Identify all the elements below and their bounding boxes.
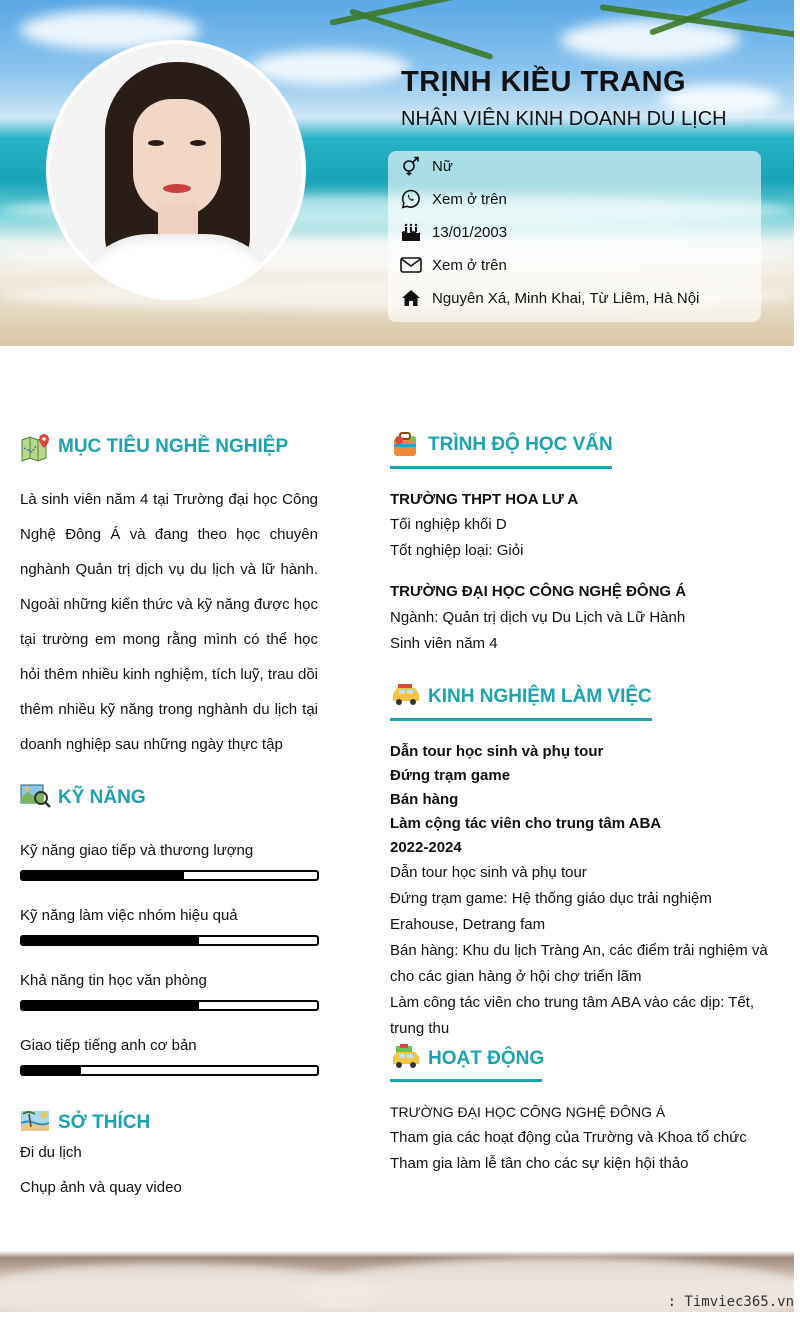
experience-line: Dẫn tour học sinh và phụ tour xyxy=(390,864,587,881)
experience-line: Bán hàng: Khu du lịch Tràng An, các điểm trải nghiệm và xyxy=(390,942,768,959)
birthday-value: 13/01/2003 xyxy=(432,223,508,241)
address-value: Nguyên Xá, Minh Khai, Từ Liêm, Hà Nội xyxy=(432,289,700,307)
experience-line: Erahouse, Detrang fam xyxy=(390,916,546,933)
skill-bar xyxy=(20,935,319,946)
email-value: Xem ở trên xyxy=(432,256,507,274)
school-detail: Ngành: Quản trị dịch vụ Du Lịch và Lữ Hành xyxy=(390,609,686,626)
gender-icon xyxy=(400,155,422,177)
hobbies-heading xyxy=(20,1108,150,1138)
objective-title: MỤC TIÊU NGHỀ NGHIỆP xyxy=(58,436,289,457)
skill-item xyxy=(20,907,319,946)
brand-watermark: : Timviec365.vn xyxy=(667,1294,794,1310)
school-detail: Tốt nghiệp loại: Giỏi xyxy=(390,542,524,559)
experience-underline xyxy=(390,718,652,721)
experience-line: Đứng trạm game: Hệ thống giáo dục trải nghiệm xyxy=(390,890,712,907)
skill-bar-fill xyxy=(22,1002,199,1009)
experience-period: 2022-2024 xyxy=(390,839,462,856)
profile-photo xyxy=(50,44,302,296)
skills-map-icon xyxy=(20,783,52,813)
tour-car-icon xyxy=(390,1044,422,1074)
skill-bar xyxy=(20,1065,319,1076)
skill-label: Kỹ năng giao tiếp và thương lượng xyxy=(20,842,254,859)
skill-bar xyxy=(20,870,319,881)
experience-title: KINH NGHIỆM LÀM VIỆC xyxy=(428,686,652,707)
beach-icon xyxy=(20,1108,52,1138)
education-underline xyxy=(390,466,612,469)
school-name: TRƯỜNG THPT HOA LƯ A xyxy=(390,491,579,508)
contact-info-card xyxy=(388,151,761,322)
skill-item xyxy=(20,1037,319,1076)
info-birthday xyxy=(400,221,507,243)
car-icon xyxy=(390,682,422,712)
skills-title: KỸ NĂNG xyxy=(58,787,146,808)
hobby-item: Chụp ảnh và quay video xyxy=(20,1179,182,1196)
activities-title: HOẠT ĐỘNG xyxy=(428,1048,545,1069)
envelope-icon xyxy=(400,254,422,276)
phone-value: Xem ở trên xyxy=(432,190,507,208)
skill-item xyxy=(20,842,319,881)
candidate-name: TRỊNH KIỀU TRANG xyxy=(401,66,687,98)
experience-bold-line: Làm cộng tác viên cho trung tâm ABA xyxy=(390,815,662,832)
experience-line: Làm công tác viên cho trung tâm ABA vào các dịp: Tết, xyxy=(390,994,755,1011)
info-address xyxy=(400,287,699,309)
travel-bag-icon xyxy=(390,430,422,460)
skill-bar-fill xyxy=(22,937,199,944)
experience-bold-line: Bán hàng xyxy=(390,791,459,808)
skill-label: Giao tiếp tiếng anh cơ bản xyxy=(20,1037,197,1054)
skill-item xyxy=(20,972,319,1011)
school-detail: Tối nghiệp khối D xyxy=(390,516,507,533)
info-email xyxy=(400,254,507,276)
skills-heading xyxy=(20,783,146,813)
home-icon xyxy=(400,287,422,309)
activities-heading xyxy=(390,1044,544,1074)
info-gender xyxy=(400,155,453,177)
whatsapp-icon xyxy=(400,188,422,210)
school-name: TRƯỜNG ĐẠI HỌC CÔNG NGHỆ ĐÔNG Á xyxy=(390,583,687,600)
activity-line: Tham gia các hoạt động của Trường và Khoa tổ chức xyxy=(390,1129,747,1146)
education-heading xyxy=(390,430,613,460)
experience-line: cho các gian hàng ở hội chợ triển lãm xyxy=(390,968,642,985)
skill-label: Kỹ năng làm việc nhóm hiệu quả xyxy=(20,907,238,924)
objective-heading xyxy=(20,432,288,462)
hobby-item: Đi du lịch xyxy=(20,1144,82,1161)
skill-bar-fill xyxy=(22,872,184,879)
experience-heading xyxy=(390,682,652,712)
objective-text: Là sinh viên năm 4 tại Trường đại học Công Nghệ Đông Á và đang theo học chuyên nghành Quản trị dịch vụ du lịch và lữ hành. Ngoài những kiến thức và kỹ năng được học tại trường em mong rằng mình có thể học hỏi thêm nhiều kinh nghiệm, tích luỹ, trau dồi thêm nhiều kỹ năng trong nghành du lịch tại doanh nghiệp sau những ngày thực tập xyxy=(20,491,318,753)
activities-underline xyxy=(390,1079,542,1082)
gender-value: Nữ xyxy=(432,157,453,175)
skill-label: Khả năng tin học văn phòng xyxy=(20,972,207,989)
education-title: TRÌNH ĐỘ HỌC VẤN xyxy=(428,434,613,455)
info-phone xyxy=(400,188,507,210)
hobbies-title: SỞ THÍCH xyxy=(58,1112,151,1133)
skill-bar xyxy=(20,1000,319,1011)
activity-line: Tham gia làm lễ tân cho các sự kiện hội thảo xyxy=(390,1155,689,1172)
activity-line: TRƯỜNG ĐẠI HỌC CÔNG NGHỆ ĐÔNG Á xyxy=(390,1104,666,1120)
experience-line: trung thu xyxy=(390,1020,450,1037)
school-detail: Sinh viên năm 4 xyxy=(390,635,498,652)
job-title: NHÂN VIÊN KINH DOANH DU LỊCH xyxy=(401,108,727,130)
skill-bar-fill xyxy=(22,1067,81,1074)
experience-bold-line: Dẫn tour học sinh và phụ tour xyxy=(390,743,604,760)
birthday-cake-icon xyxy=(400,221,422,243)
avatar xyxy=(46,40,306,300)
experience-bold-line: Đứng trạm game xyxy=(390,767,511,784)
map-icon xyxy=(20,432,52,462)
